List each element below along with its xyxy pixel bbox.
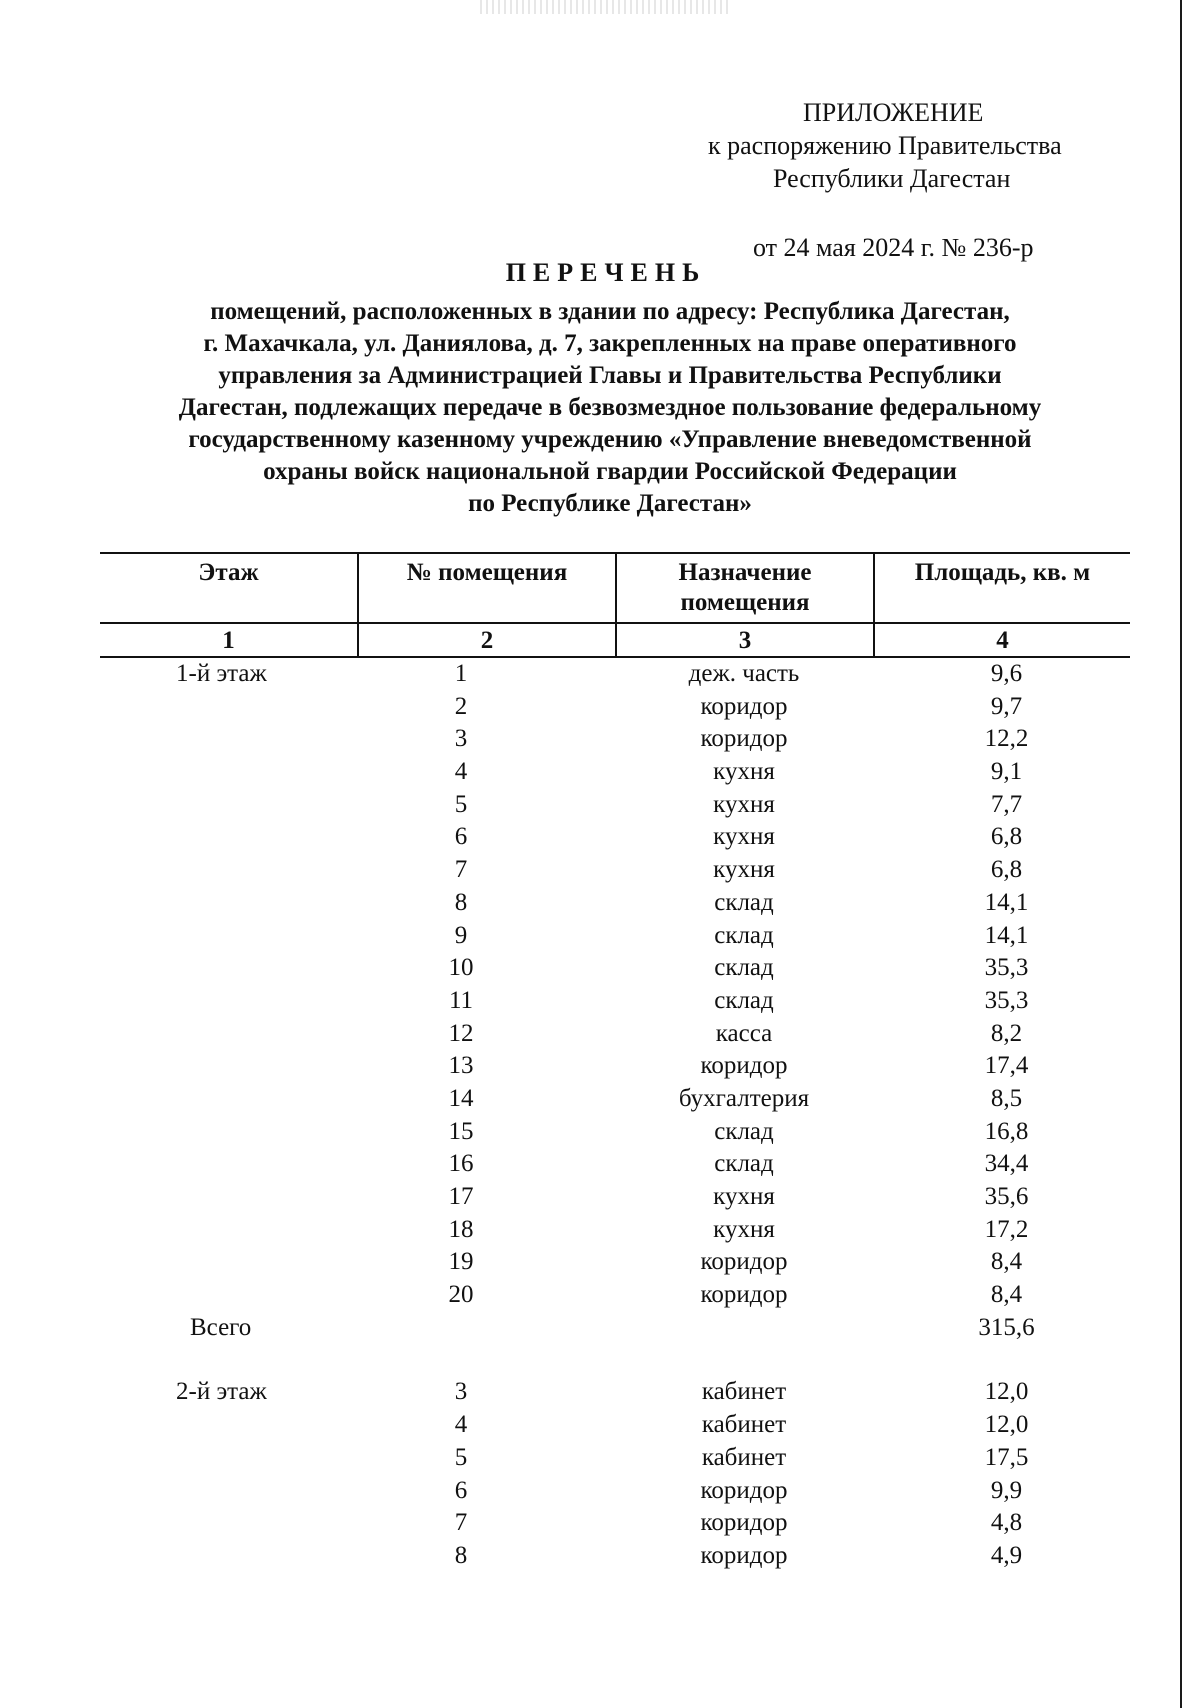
table-row	[100, 1181, 1130, 1214]
cell-purpose: касса	[715, 1019, 773, 1047]
table-row	[100, 691, 1130, 724]
cell-purpose: коридор	[700, 1541, 788, 1569]
table-row	[100, 985, 1130, 1018]
cell-area: 9,7	[990, 692, 1023, 720]
header-floor	[100, 554, 357, 622]
cell-area: 8,4	[990, 1248, 1023, 1276]
header-floor-label: Этаж	[198, 559, 259, 586]
cell-floor	[100, 1050, 357, 1083]
cell-area: 4,8	[990, 1509, 1023, 1537]
table-row	[100, 1214, 1130, 1247]
cell-purpose: коридор	[700, 1476, 788, 1504]
table-row	[100, 1018, 1130, 1051]
header-purpose-label-1: Назначение	[678, 559, 812, 586]
cell-room-number: 17	[448, 1183, 474, 1210]
cell-room-number: 20	[448, 1281, 474, 1309]
subtitle-line: по Республике Дагестан»	[468, 490, 752, 517]
cell-purpose: коридор	[700, 725, 788, 753]
page-edge-line	[1180, 0, 1182, 1708]
scan-artifact	[480, 0, 730, 14]
cell-area: 8,5	[990, 1084, 1023, 1112]
table-row	[100, 1409, 1130, 1442]
table-row	[100, 920, 1130, 953]
cell-area: 35,6	[984, 1183, 1029, 1210]
cell-room-number: 4	[454, 758, 468, 786]
cell-purpose: кабинет	[701, 1443, 787, 1471]
cell-area: 12,2	[984, 725, 1029, 753]
cell-floor	[100, 1246, 357, 1279]
table-row	[100, 789, 1130, 822]
cell-area: 17,2	[984, 1215, 1029, 1243]
table-row	[100, 1279, 1130, 1312]
cell-room-number: 5	[454, 790, 468, 818]
cell-purpose: бухгалтерия	[678, 1084, 810, 1112]
cell-floor	[100, 821, 357, 854]
cell-room-number: 13	[448, 1052, 474, 1080]
table-row	[100, 1442, 1130, 1475]
approval-republic-line: Республики Дагестан	[773, 164, 1011, 193]
table-row	[100, 1376, 1130, 1409]
table-row	[100, 756, 1130, 789]
column-number-row	[100, 624, 1130, 658]
cell-area: 9,1	[990, 758, 1023, 786]
cell-room-number: 7	[454, 856, 468, 884]
cell-room-number: 6	[454, 1476, 468, 1504]
cell-purpose: склад	[714, 954, 774, 982]
cell-floor	[100, 952, 357, 985]
cell-room-number: 19	[448, 1248, 474, 1276]
cell-area: 35,3	[984, 954, 1029, 982]
cell-purpose: склад	[714, 888, 774, 916]
subtitle-line: охраны войск национальной гвардии Российской Федерации	[263, 458, 957, 485]
cell-floor	[100, 1475, 357, 1508]
table-row	[100, 1540, 1130, 1573]
cell-room-number: 5	[454, 1443, 468, 1471]
subtitle-line: г. Махачкала, ул. Даниялова, д. 7, закрепленных на праве оперативного	[203, 330, 1017, 357]
header-area-label: Площадь, кв. м	[914, 559, 1091, 586]
cell-room-number: 16	[448, 1150, 474, 1178]
cell-room-number: 3	[454, 1378, 468, 1406]
cell-area: 12,0	[984, 1411, 1029, 1439]
cell-floor: Всего	[190, 1313, 252, 1341]
cell-room-number: 1	[454, 660, 468, 687]
cell-room-number: 7	[454, 1509, 468, 1537]
cell-area: 8,4	[990, 1281, 1023, 1309]
cell-purpose: кухня	[713, 856, 775, 884]
document-subtitle	[100, 296, 1120, 520]
cell-floor: 2-й этаж	[176, 1378, 267, 1406]
cell-purpose: коридор	[700, 1052, 788, 1080]
table-header-row	[100, 552, 1130, 624]
approval-date-line: от 24 мая 2024 г. № 236-р	[753, 233, 1034, 262]
column-number: 4	[873, 624, 1130, 656]
cell-area: 17,5	[984, 1443, 1029, 1471]
table-row	[100, 1148, 1130, 1181]
cell-area: 9,9	[990, 1476, 1023, 1504]
document-title: ПЕРЕЧЕНЬ	[505, 258, 707, 287]
header-room-number-label: № помещения	[406, 559, 568, 586]
column-number: 3	[615, 624, 873, 656]
cell-area: 7,7	[990, 790, 1023, 818]
cell-area: 8,2	[990, 1019, 1023, 1047]
cell-room-number: 12	[448, 1019, 474, 1047]
table-total-row	[100, 1312, 1130, 1345]
table-row	[100, 1475, 1130, 1508]
subtitle-line: помещений, расположенных в здании по адресу: Республика Дагестан,	[210, 298, 1010, 325]
cell-area: 4,9	[990, 1541, 1023, 1569]
cell-purpose: склад	[714, 921, 774, 949]
cell-area: 14,1	[984, 888, 1029, 916]
cell-floor	[100, 1148, 357, 1181]
cell-floor	[100, 887, 357, 920]
table-body	[100, 658, 1130, 1573]
rooms-table	[100, 552, 1130, 1573]
cell-room-number: 11	[448, 986, 474, 1014]
cell-area: 315,6	[978, 1313, 1035, 1341]
cell-purpose: деж. часть	[688, 660, 800, 687]
cell-floor	[100, 1507, 357, 1540]
cell-purpose: кабинет	[701, 1378, 787, 1406]
cell-room-number: 6	[454, 823, 468, 851]
subtitle-line: государственному казенному учреждению «Управление вневедомственной	[188, 426, 1032, 453]
cell-floor	[100, 920, 357, 953]
cell-purpose: коридор	[700, 1248, 788, 1276]
cell-floor	[100, 1214, 357, 1247]
cell-area: 6,8	[990, 856, 1023, 884]
header-area	[873, 554, 1130, 622]
cell-floor	[100, 756, 357, 789]
cell-area: 34,4	[984, 1150, 1029, 1178]
table-row	[100, 821, 1130, 854]
cell-purpose: кухня	[713, 823, 775, 851]
table-row	[100, 658, 1130, 691]
cell-floor	[100, 1409, 357, 1442]
cell-area: 17,4	[984, 1052, 1029, 1080]
cell-floor	[100, 1181, 357, 1214]
table-row	[100, 1116, 1130, 1149]
cell-room-number: 4	[454, 1411, 468, 1439]
table-row	[100, 723, 1130, 756]
approval-heading: ПРИЛОЖЕНИЕ	[803, 98, 984, 127]
cell-purpose: кабинет	[701, 1411, 787, 1439]
table-row	[100, 1050, 1130, 1083]
cell-room-number: 8	[454, 1541, 468, 1569]
cell-purpose: склад	[714, 1117, 774, 1145]
header-room-number	[357, 554, 615, 622]
cell-floor	[100, 1083, 357, 1116]
table-row	[100, 952, 1130, 985]
cell-purpose: кухня	[713, 1215, 775, 1243]
approval-block	[698, 96, 1118, 264]
cell-floor	[100, 691, 357, 724]
cell-room-number: 2	[454, 692, 468, 720]
cell-purpose: склад	[714, 1150, 774, 1178]
cell-purpose: коридор	[700, 1281, 788, 1309]
column-number: 2	[357, 624, 615, 656]
table-row	[100, 1507, 1130, 1540]
cell-floor	[100, 1018, 357, 1051]
cell-room-number: 14	[448, 1084, 474, 1112]
cell-purpose: коридор	[700, 692, 788, 720]
cell-room-number: 8	[454, 888, 468, 916]
cell-area: 9,6	[990, 660, 1023, 687]
cell-floor: 1-й этаж	[176, 660, 267, 687]
table-row	[100, 1246, 1130, 1279]
cell-floor	[100, 1540, 357, 1573]
cell-room-number: 10	[448, 954, 474, 982]
cell-room-number: 3	[454, 725, 468, 753]
cell-purpose: кухня	[713, 758, 775, 786]
cell-floor	[100, 789, 357, 822]
cell-area: 14,1	[984, 921, 1029, 949]
cell-room-number	[357, 1312, 615, 1345]
cell-area: 6,8	[990, 823, 1023, 851]
cell-floor	[100, 723, 357, 756]
cell-purpose: кухня	[713, 790, 775, 818]
cell-floor	[100, 854, 357, 887]
cell-area: 12,0	[984, 1378, 1029, 1406]
cell-purpose: кухня	[713, 1183, 775, 1210]
cell-purpose: склад	[714, 986, 774, 1014]
cell-floor	[100, 1116, 357, 1149]
cell-room-number: 9	[454, 921, 468, 949]
cell-room-number: 18	[448, 1215, 474, 1243]
approval-order-line: к распоряжению Правительства	[708, 131, 1062, 160]
cell-purpose: коридор	[700, 1509, 788, 1537]
table-row	[100, 1083, 1130, 1116]
cell-floor	[100, 1442, 357, 1475]
cell-area: 16,8	[984, 1117, 1029, 1145]
cell-floor	[100, 985, 357, 1018]
header-purpose-label-2: помещения	[680, 589, 810, 616]
subtitle-line: управления за Администрацией Главы и Правительства Республики	[218, 362, 1002, 389]
cell-room-number: 15	[448, 1117, 474, 1145]
cell-purpose	[615, 1312, 873, 1345]
column-number: 1	[222, 627, 235, 654]
header-purpose	[615, 554, 873, 622]
subtitle-line: Дагестан, подлежащих передаче в безвозмездное пользование федеральному	[178, 394, 1042, 421]
cell-area: 35,3	[984, 986, 1029, 1014]
table-row	[100, 887, 1130, 920]
cell-floor	[100, 1279, 357, 1312]
table-row	[100, 854, 1130, 887]
